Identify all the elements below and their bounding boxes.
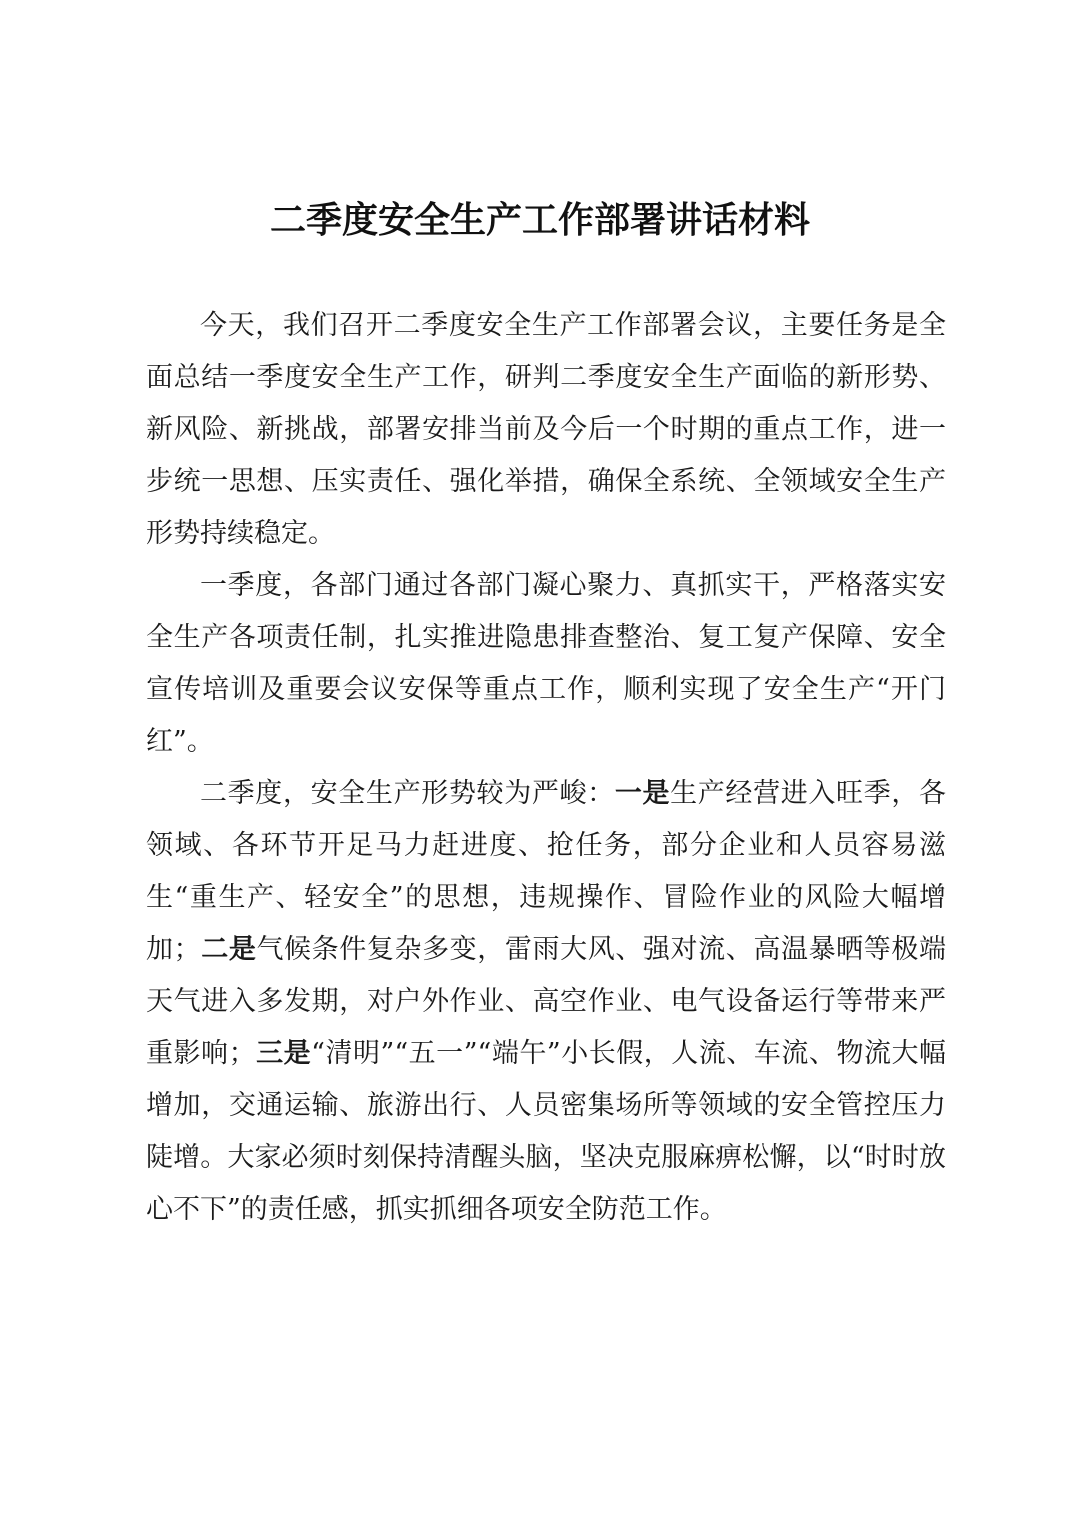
paragraph-segment: “清明”“五一”“端午”小长假，人流、车流、物流大幅增加，交通运输、旅游出行、人员密集场所等领域的安全管控压力陡增。大家必须时刻保持清醒头脑，坚决克服麻痹松懈，以“时时放心不下”的责任感，抓实抓细各项安全防范工作。 <box>146 1038 947 1225</box>
document-body <box>146 300 946 1236</box>
paragraph-second-quarter <box>146 768 946 1236</box>
paragraph-first-quarter: 一季度，各部门通过各部门凝心聚力、真抓实干，严格落实安全生产各项责任制，扎实推进隐患排查整治、复工复产保障、安全宣传培训及重要会议安保等重点工作，顺利实现了安全生产“开门红”。 <box>146 570 946 757</box>
paragraph-segment-emphasis: 一是 <box>614 778 671 809</box>
paragraph-segment-emphasis: 三是 <box>255 1038 312 1069</box>
paragraph-segment: 气候条件复杂多变，雷雨大风、强对流、高温暴晒等极端天气进入多发期，对户外作业、高空作业、电气设备运行等带来严重影响； <box>146 934 947 1069</box>
paragraph-opening: 今天，我们召开二季度安全生产工作部署会议，主要任务是全面总结一季度安全生产工作，研判二季度安全生产面临的新形势、新风险、新挑战，部署安排当前及今后一个时期的重点工作，进一步统一思想、压实责任、强化举措，确保全系统、全领域安全生产形势持续稳定。 <box>146 310 946 549</box>
document-title: 二季度安全生产工作部署讲话材料 <box>269 199 810 241</box>
paragraph-segment: 二季度，安全生产形势较为严峻： <box>200 778 615 809</box>
paragraph-segment-emphasis: 二是 <box>200 934 257 965</box>
paragraph-segment: 生产经营进入旺季，各领域、各环节开足马力赶进度、抢任务，部分企业和人员容易滋生“重生产、轻安全”的思想，违规操作、冒险作业的风险大幅增加； <box>146 778 947 965</box>
